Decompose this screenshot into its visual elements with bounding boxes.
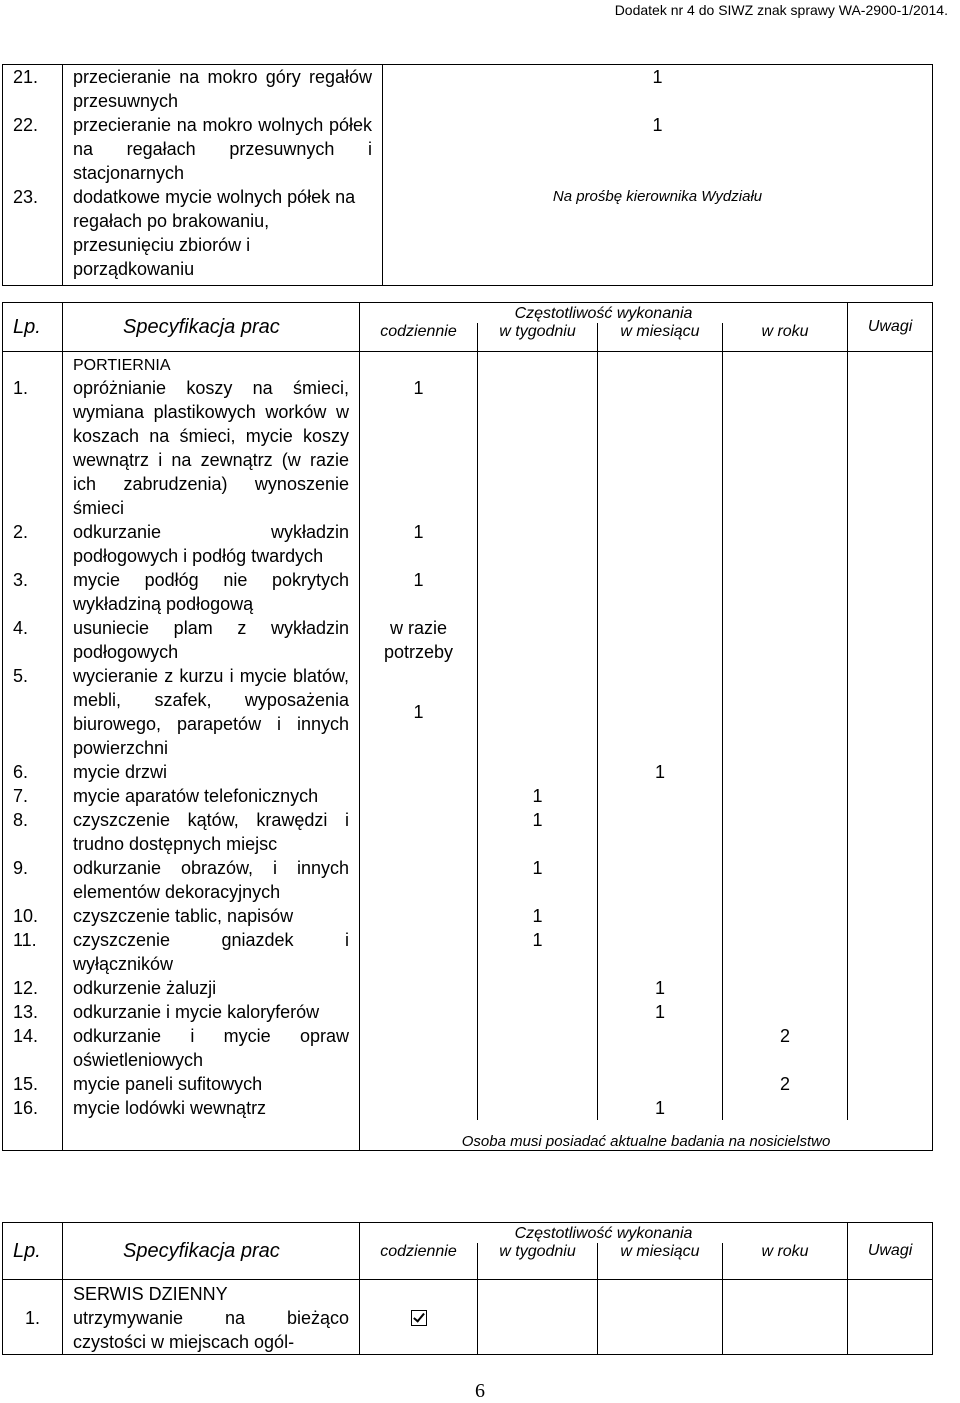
column-header-weekly: w tygodniu [478, 323, 598, 352]
freq-yearly: 2 [723, 1072, 848, 1096]
table-row [3, 376, 933, 520]
row-number: 21. [3, 65, 63, 114]
row-text: czyszczenie gniazdek i wyłączników [63, 928, 360, 976]
column-header-yearly: w roku [723, 323, 848, 352]
column-group-header: Częstotliwość wykonania [360, 1223, 848, 1244]
row-text: odkurzanie i mycie kaloryferów [63, 1000, 360, 1024]
freq-daily [360, 760, 478, 784]
row-value: 1 [383, 113, 933, 185]
row-text: mycie paneli sufitowych [63, 1072, 360, 1096]
freq-monthly: 1 [598, 760, 723, 784]
row-notes [848, 1000, 933, 1024]
row-notes [848, 376, 933, 520]
row-number: 5. [3, 664, 63, 760]
row-number: 12. [3, 976, 63, 1000]
freq-yearly [723, 664, 848, 760]
row-notes [848, 928, 933, 976]
row-value: 1 [383, 65, 933, 114]
freq-monthly: 1 [598, 1096, 723, 1120]
freq-daily: 1 [360, 664, 478, 760]
freq-weekly [478, 976, 598, 1000]
freq-yearly [723, 976, 848, 1000]
row-notes [848, 760, 933, 784]
freq-monthly [598, 784, 723, 808]
row-notes [848, 904, 933, 928]
freq-yearly [723, 568, 848, 616]
row-text: przecieranie na mokro wolnych półek na regałach przesuwnych i stacjonarnych [63, 113, 383, 185]
row-number: 8. [3, 808, 63, 856]
freq-yearly [723, 1000, 848, 1024]
freq-daily [360, 856, 478, 904]
row-text: odkurzanie i mycie opraw oświetleniowych [63, 1024, 360, 1072]
freq-yearly [723, 760, 848, 784]
portiernia-table [2, 302, 933, 1151]
row-number: 1. [3, 376, 63, 520]
table-row [3, 1024, 933, 1072]
row-number: 2. [3, 520, 63, 568]
freq-weekly [478, 376, 598, 520]
freq-monthly [598, 568, 723, 616]
freq-monthly [598, 808, 723, 856]
freq-daily [360, 1072, 478, 1096]
column-header-yearly: w roku [723, 1243, 848, 1280]
row-number: 4. [3, 616, 63, 664]
row-notes [848, 1024, 933, 1072]
table-row [3, 856, 933, 904]
freq-yearly [723, 616, 848, 664]
row-text: przecieranie na mokro góry regałów przesuwnych [63, 65, 383, 114]
freq-daily [360, 976, 478, 1000]
row-number: 1. [3, 1306, 63, 1355]
freq-yearly [723, 904, 848, 928]
freq-daily: 1 [360, 520, 478, 568]
column-header-spec: Specyfikacja prac [63, 1223, 360, 1280]
freq-weekly [478, 616, 598, 664]
freq-yearly [723, 376, 848, 520]
freq-weekly: 1 [478, 784, 598, 808]
freq-daily [360, 1000, 478, 1024]
row-text: opróżnianie koszy na śmieci, wymiana plastikowych worków w koszach na śmieci, mycie koszy wewnątrz i na zewnątrz (w razie ich zabrudzenia) wynoszenie śmieci [63, 376, 360, 520]
freq-daily [360, 1096, 478, 1120]
row-number: 11. [3, 928, 63, 976]
table-row [3, 568, 933, 616]
freq-monthly [598, 928, 723, 976]
freq-monthly [598, 904, 723, 928]
freq-yearly [723, 784, 848, 808]
checkbox-checked-icon [411, 1310, 427, 1326]
top-table [2, 64, 933, 286]
freq-weekly: 1 [478, 928, 598, 976]
table-row [3, 976, 933, 1000]
row-notes [848, 976, 933, 1000]
freq-yearly [723, 928, 848, 976]
freq-monthly [598, 520, 723, 568]
freq-monthly [598, 664, 723, 760]
section-title: SERWIS DZIENNY [63, 1280, 360, 1307]
row-text: usuniecie plam z wykładzin podłogowych [63, 616, 360, 664]
freq-weekly: 1 [478, 856, 598, 904]
row-text: dodatkowe mycie wolnych półek na regałach po brakowaniu, przesunięciu zbiorów i porządkowaniu [63, 185, 383, 286]
table-row [3, 1000, 933, 1024]
row-text: odkurzenie żaluzji [63, 976, 360, 1000]
freq-yearly: 2 [723, 1024, 848, 1072]
row-number: 6. [3, 760, 63, 784]
row-number: 22. [3, 113, 63, 185]
row-number: 7. [3, 784, 63, 808]
row-text: czyszczenie kątów, krawędzi i trudno dostępnych miejsc [63, 808, 360, 856]
freq-daily [360, 1024, 478, 1072]
freq-daily: 1 [360, 376, 478, 520]
freq-monthly [598, 616, 723, 664]
row-number: 10. [3, 904, 63, 928]
freq-daily [360, 808, 478, 856]
table-row [3, 1306, 933, 1355]
table-row [3, 185, 933, 286]
freq-monthly [598, 1024, 723, 1072]
row-text: mycie drzwi [63, 760, 360, 784]
column-header-lp: Lp. [3, 1223, 63, 1280]
row-value: Na prośbę kierownika Wydziału [383, 185, 933, 286]
table-row [3, 784, 933, 808]
freq-daily: w razie potrzeby [360, 616, 478, 664]
row-text: czyszczenie tablic, napisów [63, 904, 360, 928]
row-number: 14. [3, 1024, 63, 1072]
freq-daily [360, 904, 478, 928]
column-header-daily: codziennie [360, 323, 478, 352]
column-header-notes: Uwagi [848, 303, 933, 352]
row-text: utrzymywanie na bieżąco czystości w miejscach ogól- [63, 1306, 360, 1355]
row-number: 3. [3, 568, 63, 616]
freq-monthly: 1 [598, 976, 723, 1000]
freq-monthly [598, 376, 723, 520]
column-group-header: Częstotliwość wykonania [360, 303, 848, 324]
serwis-table [2, 1222, 933, 1355]
row-notes [848, 1072, 933, 1096]
row-text: mycie podłóg nie pokrytych wykładziną podłogową [63, 568, 360, 616]
header-note: Dodatek nr 4 do SIWZ znak sprawy WA-2900-1/2014. [614, 2, 948, 18]
row-number: 13. [3, 1000, 63, 1024]
freq-monthly [598, 856, 723, 904]
freq-weekly [478, 1024, 598, 1072]
row-number: 16. [3, 1096, 63, 1120]
column-header-spec: Specyfikacja prac [63, 303, 360, 352]
row-notes [848, 664, 933, 760]
page-number: 6 [475, 1380, 485, 1402]
freq-yearly [723, 520, 848, 568]
row-number: 9. [3, 856, 63, 904]
row-text: wycieranie z kurzu i mycie blatów, mebli, szafek, wyposażenia biurowego, parapetów i innych powierzchni [63, 664, 360, 760]
row-number: 15. [3, 1072, 63, 1096]
freq-daily [360, 928, 478, 976]
freq-yearly [723, 856, 848, 904]
table-row [3, 664, 933, 760]
table-row [3, 904, 933, 928]
row-notes [848, 568, 933, 616]
freq-daily [360, 784, 478, 808]
column-header-lp: Lp. [3, 303, 63, 352]
table-row [3, 760, 933, 784]
table-row [3, 1096, 933, 1120]
column-header-daily: codziennie [360, 1243, 478, 1280]
section-title: PORTIERNIA [63, 352, 360, 377]
table-row [3, 520, 933, 568]
freq-weekly [478, 664, 598, 760]
column-header-monthly: w miesiącu [598, 323, 723, 352]
freq-weekly [478, 1072, 598, 1096]
footnote: Osoba musi posiadać aktualne badania na nosicielstwo [360, 1120, 933, 1151]
freq-monthly [598, 1072, 723, 1096]
row-text: odkurzanie obrazów, i innych elementów dekoracyjnych [63, 856, 360, 904]
freq-weekly: 1 [478, 808, 598, 856]
table-row [3, 65, 933, 114]
column-header-notes: Uwagi [848, 1223, 933, 1280]
row-text: mycie aparatów telefonicznych [63, 784, 360, 808]
row-notes [848, 616, 933, 664]
freq-yearly [723, 1096, 848, 1120]
row-notes [848, 1096, 933, 1120]
freq-daily: 1 [360, 568, 478, 616]
freq-weekly [478, 760, 598, 784]
freq-yearly [723, 808, 848, 856]
portiernia-rows [3, 376, 933, 1120]
row-notes [848, 856, 933, 904]
table-row [3, 928, 933, 976]
table-row [3, 808, 933, 856]
freq-weekly: 1 [478, 904, 598, 928]
row-text: odkurzanie wykładzin podłogowych i podłóg twardych [63, 520, 360, 568]
table-row [3, 113, 933, 185]
column-header-weekly: w tygodniu [478, 1243, 598, 1280]
column-header-monthly: w miesiącu [598, 1243, 723, 1280]
table-row [3, 1072, 933, 1096]
table-row [3, 616, 933, 664]
freq-weekly [478, 1096, 598, 1120]
row-notes [848, 520, 933, 568]
row-text: mycie lodówki wewnątrz [63, 1096, 360, 1120]
row-notes [848, 784, 933, 808]
freq-weekly [478, 568, 598, 616]
freq-weekly [478, 520, 598, 568]
freq-monthly: 1 [598, 1000, 723, 1024]
freq-weekly [478, 1000, 598, 1024]
row-notes [848, 808, 933, 856]
row-number: 23. [3, 185, 63, 286]
